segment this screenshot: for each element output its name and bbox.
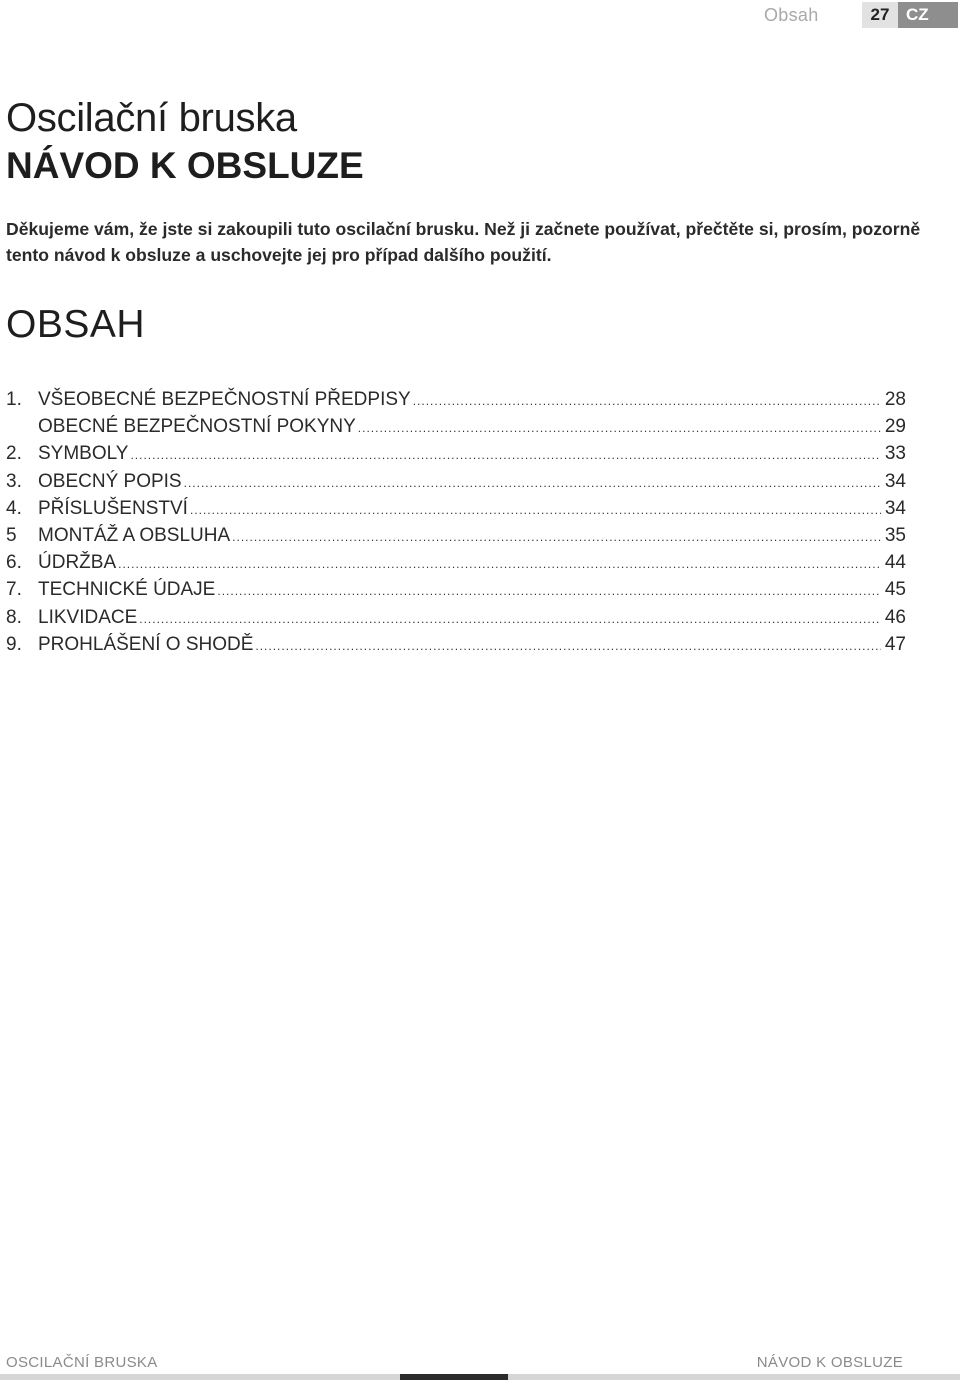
- toc-entry-title: MONTÁŽ A OBSLUHA: [38, 524, 231, 546]
- toc-entry-number: 8.: [6, 606, 22, 628]
- toc-entry[interactable]: [6, 634, 906, 661]
- table-of-contents: [6, 389, 906, 661]
- toc-entry[interactable]: [6, 389, 906, 416]
- footer-rule-light-right: [508, 1374, 960, 1380]
- toc-entry-page: 44: [884, 552, 906, 574]
- toc-entry-title: PŘÍSLUŠENSTVÍ: [38, 497, 188, 519]
- toc-entry-page: 45: [884, 579, 906, 601]
- toc-entry[interactable]: [6, 607, 906, 634]
- toc-entry[interactable]: [6, 525, 906, 552]
- toc-entry-title: VŠEOBECNÉ BEZPEČNOSTNÍ PŘEDPISY: [38, 389, 411, 410]
- toc-entry-number: 5: [6, 524, 17, 546]
- toc-entry-number: 4.: [6, 497, 22, 519]
- toc-leader-dots: [413, 394, 881, 408]
- footer-manual-label: NÁVOD K OBSLUZE: [756, 1354, 903, 1371]
- manual-title: NÁVOD K OBSLUZE: [6, 145, 364, 186]
- toc-leader-dots: [139, 612, 881, 626]
- toc-entry-page: 35: [884, 524, 906, 546]
- toc-entry[interactable]: [6, 443, 906, 470]
- footer-rule-accent: [400, 1374, 508, 1380]
- toc-entry-title: PROHLÁŠENÍ O SHODĚ: [38, 633, 254, 655]
- footer-rule-light: [0, 1374, 400, 1380]
- toc-entry-number: 6.: [6, 552, 22, 574]
- toc-leader-dots: [232, 530, 881, 544]
- toc-entry[interactable]: [6, 416, 906, 443]
- toc-leader-dots: [255, 639, 880, 653]
- header-section-label: Obsah: [764, 5, 819, 25]
- intro-paragraph: Děkujeme vám, že jste si zakoupili tuto oscilační brusku. Než ji začnete používat, přečtěte si, prosím, pozorně tento návod k obsluze a uschovejte jej pro případ dalšího použití.: [6, 219, 921, 265]
- toc-entry[interactable]: [6, 579, 906, 606]
- toc-entry-title: ÚDRŽBA: [38, 552, 117, 574]
- language-badge: CZ: [898, 2, 958, 28]
- toc-entry-number: 7.: [6, 579, 22, 601]
- toc-leader-dots: [358, 421, 881, 435]
- toc-entry-number: 2.: [6, 443, 22, 465]
- product-title: Oscilační bruska: [6, 96, 297, 140]
- toc-entry-page: 34: [884, 470, 906, 492]
- toc-entry-title: SYMBOLY: [38, 443, 129, 465]
- toc-entry-title: TECHNICKÉ ÚDAJE: [38, 579, 216, 601]
- toc-leader-dots: [190, 503, 881, 517]
- toc-entry-title: OBECNÉ BEZPEČNOSTNÍ POKYNY: [38, 416, 356, 438]
- page-number-badge: 27: [862, 2, 898, 28]
- toc-entry-page: 29: [884, 416, 906, 438]
- toc-entry-number: 1.: [6, 389, 22, 410]
- toc-entry-number: 3.: [6, 470, 22, 492]
- toc-leader-dots: [217, 584, 881, 598]
- toc-entry-page: 47: [884, 633, 906, 655]
- toc-entry[interactable]: [6, 498, 906, 525]
- toc-entry-number: 9.: [6, 633, 22, 655]
- toc-entry-title: LIKVIDACE: [38, 606, 138, 628]
- toc-entry[interactable]: [6, 471, 906, 498]
- toc-entry-page: 28: [884, 389, 906, 410]
- toc-leader-dots: [118, 557, 881, 571]
- toc-heading: OBSAH: [6, 303, 146, 346]
- toc-entry-page: 34: [884, 497, 906, 519]
- toc-entry[interactable]: [6, 552, 906, 579]
- toc-entry-title: OBECNÝ POPIS: [38, 470, 182, 492]
- toc-entry-page: 46: [884, 606, 906, 628]
- toc-leader-dots: [184, 476, 881, 490]
- toc-entry-page: 33: [884, 443, 906, 465]
- toc-leader-dots: [130, 448, 880, 462]
- footer-product-label: OSCILAČNÍ BRUSKA: [6, 1354, 158, 1371]
